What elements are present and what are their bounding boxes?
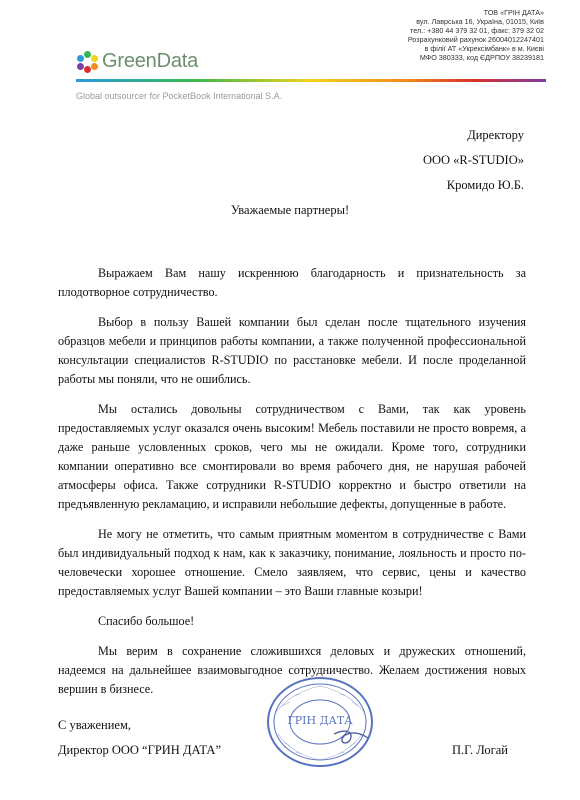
addressee-company: ООО «R-STUDIO» — [422, 153, 524, 167]
address-line: МФО 380333, код ЄДРПОУ 38239181 — [419, 53, 544, 63]
company-tagline: Global outsourcer for PocketBook International S.A. — [76, 91, 283, 101]
address-line: Розрахунковий рахунок 26004012247401 — [407, 35, 544, 45]
signatory-position: Директор ООО “ГРИН ДАТА” — [58, 743, 222, 757]
company-logo — [76, 50, 198, 73]
address-line: вул. Лаврська 16, Україна, 01015, Київ — [416, 17, 544, 27]
paragraph: Спасибо большое! — [98, 614, 195, 628]
signatory-name: П.Г. Логай — [452, 743, 508, 757]
addressee-name: Кромидо Ю.Б. — [446, 178, 524, 192]
address-line: тел.: +380 44 379 32 01, факс: 379 32 02 — [409, 26, 544, 36]
salutation: Уважаемые партнеры! — [230, 203, 350, 217]
letterhead-color-rule — [76, 79, 546, 82]
company-stamp — [262, 672, 378, 772]
paragraph: Выбор в пользу Вашей компании был сделан после тщательного изучения образцов мебели и принципов работы компании, а также полученной профессиональной консультации специалистов R-STUDIO по расстановке мебели. И после проделанной работы мы поняли, что не ошиблись. — [58, 315, 526, 386]
company-address-block — [408, 8, 544, 63]
paragraph: Мы верим в сохранение сложившихся деловых и дружеских отношений, надеемся на дальнейшее взаимовыгодное сотрудничество. Желаем достижения новых вершин в бизнесе. — [58, 644, 526, 696]
stamp-text: ГРІН ДАТА — [287, 714, 353, 727]
addressee-title: Директору — [467, 128, 524, 142]
logo-dots-icon — [76, 51, 98, 73]
paragraph: Выражаем Вам нашу искреннюю благодарность и признательность за плодотворное сотрудничество. — [58, 266, 526, 299]
address-line: в філії АТ «Укрексімбанк» в м. Києві — [424, 44, 544, 54]
paragraph: Не могу не отметить, что самым приятным моментом в сотрудничестве с Вами был индивидуальный подход к нам, как к заказчику, понимание, лояльность и просто по-человечески хорошее отношение. Смело заявляем, что сервис, цены и качество предоставляемых услуг Вашей компании – это Ваши главные козыри! — [58, 527, 526, 598]
letter-body — [58, 264, 526, 710]
closing-regards: С уважением, — [58, 718, 131, 732]
address-line: ТОВ «ГРІН ДАТА» — [483, 8, 544, 17]
logo-text: GreenData — [102, 50, 199, 72]
addressee-block — [423, 123, 524, 198]
paragraph: Мы остались довольны сотрудничеством с Вами, так как уровень предоставляемых услуг оказался очень высоким! Мебель поставили не просто вовремя, а даже раньше условленных сроков, чего мы не ожидали. Кроме того, сотрудники компании оперативно все смонтировали во время рабочего дня, не нарушая рабочей атмосферы офиса. Также сотрудники R-STUDIO корректно и быстро ответили на предъявленную рекламацию, и исправили небольшие дефекты, допущенные в работе. — [58, 402, 526, 511]
